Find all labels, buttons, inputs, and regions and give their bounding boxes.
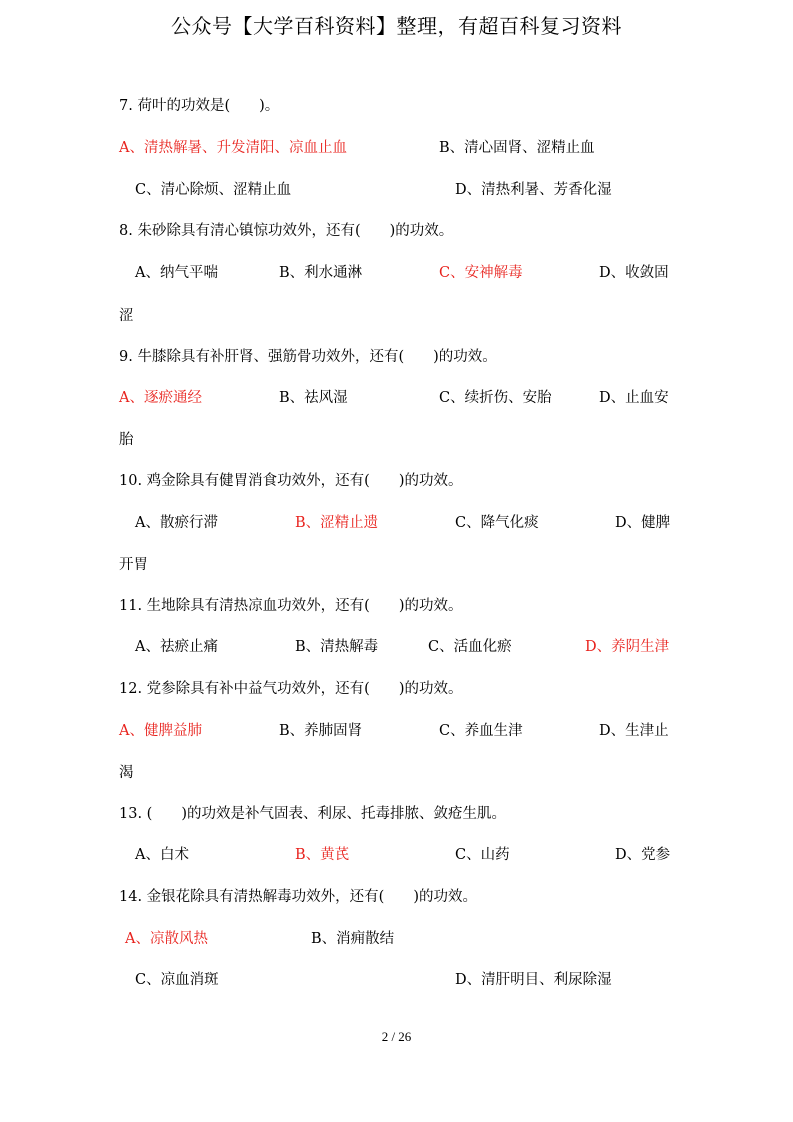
question-11-option-d: D、养阴生津 bbox=[585, 639, 670, 655]
question-12-option-c: C、养血生津 bbox=[439, 723, 523, 739]
question-12-stem: 12. 党参除具有补中益气功效外，还有( )的功效。 bbox=[119, 681, 463, 697]
question-10-option-a: A、散瘀行滞 bbox=[135, 515, 218, 531]
question-14-stem: 14. 金银花除具有清热解毒功效外，还有( )的功效。 bbox=[119, 889, 477, 905]
question-7-option-b: B、清心固肾、涩精止血 bbox=[439, 140, 595, 156]
question-10-option-d: D、健脾 bbox=[615, 515, 671, 531]
question-13-option-c: C、山药 bbox=[455, 847, 510, 863]
question-12-option-b: B、养肺固肾 bbox=[279, 723, 363, 739]
question-10-stem: 10. 鸡金除具有健胃消食功效外，还有( )的功效。 bbox=[119, 473, 463, 489]
question-8-option-d: D、收敛固 bbox=[599, 265, 669, 281]
question-11-option-b: B、清热解毒 bbox=[295, 639, 379, 655]
question-8-option-c: C、安神解毒 bbox=[439, 265, 523, 281]
question-8-continuation: 涩 bbox=[119, 308, 134, 324]
question-8-option-b: B、利水通淋 bbox=[279, 265, 363, 281]
question-12-option-d: D、生津止 bbox=[599, 723, 669, 739]
question-11-option-c: C、活血化瘀 bbox=[428, 639, 512, 655]
question-9-option-a: A、逐瘀通经 bbox=[119, 390, 202, 406]
question-8-stem: 8. 朱砂除具有清心镇惊功效外，还有( )的功效。 bbox=[119, 223, 454, 239]
question-14-option-a: A、凉散风热 bbox=[125, 931, 208, 947]
question-10-option-c: C、降气化痰 bbox=[455, 515, 539, 531]
question-13-stem: 13. ( )的功效是补气固表、利尿、托毒排脓、敛疮生肌。 bbox=[119, 806, 506, 822]
question-14-option-d: D、清肝明目、利尿除湿 bbox=[455, 972, 612, 988]
question-11-option-a: A、祛瘀止痛 bbox=[135, 639, 218, 655]
page-header: 公众号【大学百科资料】整理，有超百科复习资料 bbox=[171, 14, 622, 38]
question-7-option-d: D、清热利暑、芳香化湿 bbox=[455, 182, 612, 198]
question-7-option-c: C、清心除烦、涩精止血 bbox=[135, 182, 292, 198]
question-12-option-a: A、健脾益肺 bbox=[119, 723, 202, 739]
question-13-option-b: B、黄芪 bbox=[295, 847, 350, 863]
question-7-option-a: A、清热解暑、升发清阳、凉血止血 bbox=[119, 140, 347, 156]
question-13-option-d: D、党参 bbox=[615, 847, 671, 863]
question-10-continuation: 开胃 bbox=[119, 557, 148, 573]
question-9-option-b: B、祛风湿 bbox=[279, 390, 348, 406]
question-13-option-a: A、白术 bbox=[135, 847, 189, 863]
question-9-option-c: C、续折伤、安胎 bbox=[439, 390, 552, 406]
question-14-option-b: B、消痈散结 bbox=[311, 931, 395, 947]
question-10-option-b: B、涩精止遗 bbox=[295, 515, 379, 531]
question-14-option-c: C、凉血消斑 bbox=[135, 972, 219, 988]
question-11-stem: 11. 生地除具有清热凉血功效外，还有( )的功效。 bbox=[119, 598, 463, 614]
page-number: 2 / 26 bbox=[381, 1029, 412, 1044]
question-9-continuation: 胎 bbox=[119, 432, 134, 448]
question-8-option-a: A、纳气平喘 bbox=[135, 265, 218, 281]
question-12-continuation: 渴 bbox=[119, 765, 134, 781]
question-9-option-d: D、止血安 bbox=[599, 390, 669, 406]
question-7-stem: 7. 荷叶的功效是( )。 bbox=[119, 98, 280, 114]
question-9-stem: 9. 牛膝除具有补肝肾、强筋骨功效外，还有( )的功效。 bbox=[119, 349, 497, 365]
